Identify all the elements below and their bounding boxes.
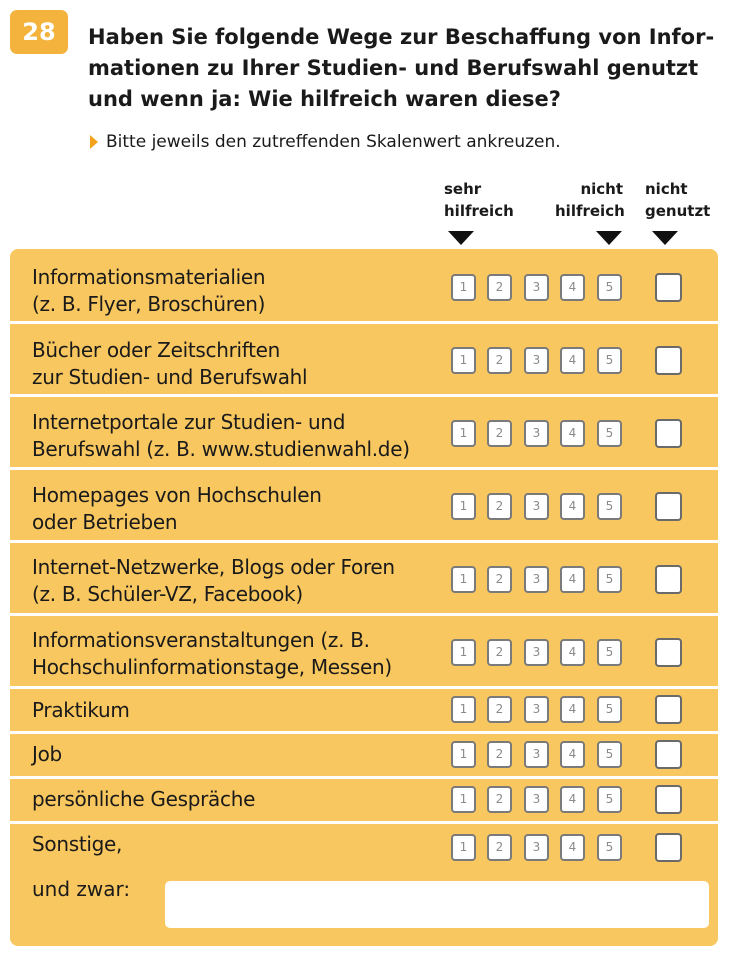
scale-header-line: genutzt (645, 202, 711, 220)
down-triangle-icon (596, 231, 622, 245)
row-divider (10, 467, 718, 470)
not-used-checkbox[interactable] (655, 695, 682, 724)
scale-checkbox-4[interactable]: 4 (560, 741, 585, 768)
scale-header-line: hilfreich (444, 202, 514, 220)
not-used-checkbox[interactable] (655, 419, 682, 448)
scale-checkbox-5[interactable]: 5 (597, 834, 622, 861)
scale-header-right (555, 178, 623, 222)
row-divider (10, 821, 718, 824)
scale-checkbox-1[interactable]: 1 (451, 696, 476, 723)
scale-checkbox-2[interactable]: 2 (487, 786, 512, 813)
instruction (90, 132, 561, 152)
scale-checkbox-4[interactable]: 4 (560, 639, 585, 666)
scale-checkbox-2[interactable]: 2 (487, 566, 512, 593)
row-divider (10, 686, 718, 689)
scale-checkbox-3[interactable]: 3 (524, 493, 549, 520)
scale-checkbox-1[interactable]: 1 (451, 566, 476, 593)
scale-checkbox-3[interactable]: 3 (524, 420, 549, 447)
question-title-line: Haben Sie folgende Wege zur Beschaffung von Infor- (88, 25, 715, 49)
scale-checkbox-2[interactable]: 2 (487, 639, 512, 666)
down-triangle-icon (652, 231, 678, 245)
scale-checkbox-4[interactable]: 4 (560, 347, 585, 374)
item-label (32, 741, 62, 768)
item-label-line: persönliche Gespräche (32, 787, 256, 811)
scale-checkbox-4[interactable]: 4 (560, 696, 585, 723)
scale-checkbox-3[interactable]: 3 (524, 741, 549, 768)
scale-checkbox-4[interactable]: 4 (560, 786, 585, 813)
item-label-line: Informationsmaterialien (32, 265, 266, 289)
down-triangle-icon (448, 231, 474, 245)
scale-header-not-used (645, 178, 710, 222)
not-used-checkbox[interactable] (655, 273, 682, 302)
item-label-line: Internetportale zur Studien- und (32, 410, 346, 434)
row-divider (10, 776, 718, 779)
not-used-checkbox[interactable] (655, 565, 682, 594)
item-label-line: Praktikum (32, 698, 130, 722)
item-label (32, 409, 410, 463)
scale-checkbox-2[interactable]: 2 (487, 274, 512, 301)
other-specify-input[interactable] (165, 881, 709, 928)
instruction-text: Bitte jeweils den zutreffenden Skalenwert ankreuzen. (106, 132, 561, 152)
question-number-badge: 28 (10, 10, 68, 54)
scale-checkbox-3[interactable]: 3 (524, 566, 549, 593)
scale-checkbox-1[interactable]: 1 (451, 274, 476, 301)
item-label (32, 697, 130, 724)
not-used-checkbox[interactable] (655, 833, 682, 862)
item-label-line: Sonstige, (32, 832, 123, 856)
item-label (32, 786, 255, 813)
scale-checkbox-1[interactable]: 1 (451, 347, 476, 374)
scale-checkbox-4[interactable]: 4 (560, 493, 585, 520)
scale-checkbox-3[interactable]: 3 (524, 274, 549, 301)
item-label (32, 482, 322, 536)
item-label-line: (z. B. Schüler-VZ, Facebook) (32, 582, 303, 606)
play-arrow-icon (90, 135, 98, 149)
scale-checkbox-1[interactable]: 1 (451, 420, 476, 447)
scale-checkbox-3[interactable]: 3 (524, 786, 549, 813)
scale-checkbox-2[interactable]: 2 (487, 347, 512, 374)
item-label (32, 627, 392, 681)
scale-checkbox-5[interactable]: 5 (597, 347, 622, 374)
scale-checkbox-4[interactable]: 4 (560, 274, 585, 301)
item-label (32, 554, 395, 608)
scale-checkbox-2[interactable]: 2 (487, 420, 512, 447)
scale-checkbox-1[interactable]: 1 (451, 741, 476, 768)
item-label-line: oder Betrieben (32, 510, 178, 534)
item-label (32, 831, 122, 858)
scale-checkbox-3[interactable]: 3 (524, 347, 549, 374)
scale-checkbox-5[interactable]: 5 (597, 493, 622, 520)
scale-header-left (444, 178, 514, 222)
row-divider (10, 394, 718, 397)
scale-checkbox-1[interactable]: 1 (451, 493, 476, 520)
item-label (32, 337, 307, 391)
scale-checkbox-3[interactable]: 3 (524, 834, 549, 861)
scale-checkbox-5[interactable]: 5 (597, 274, 622, 301)
not-used-checkbox[interactable] (655, 346, 682, 375)
scale-checkbox-5[interactable]: 5 (597, 741, 622, 768)
item-label-line: Informationsveranstaltungen (z. B. (32, 628, 370, 652)
scale-checkbox-4[interactable]: 4 (560, 566, 585, 593)
scale-checkbox-5[interactable]: 5 (597, 639, 622, 666)
row-divider (10, 613, 718, 616)
scale-checkbox-3[interactable]: 3 (524, 696, 549, 723)
scale-checkbox-5[interactable]: 5 (597, 786, 622, 813)
scale-checkbox-2[interactable]: 2 (487, 741, 512, 768)
scale-checkbox-4[interactable]: 4 (560, 420, 585, 447)
scale-checkbox-2[interactable]: 2 (487, 696, 512, 723)
scale-checkbox-1[interactable]: 1 (451, 786, 476, 813)
item-label-line: (z. B. Flyer, Broschüren) (32, 292, 266, 316)
question-panel (10, 249, 718, 946)
scale-checkbox-3[interactable]: 3 (524, 639, 549, 666)
not-used-checkbox[interactable] (655, 740, 682, 769)
scale-header-line: nicht (645, 180, 688, 198)
scale-checkbox-5[interactable]: 5 (597, 566, 622, 593)
question-title-line: und wenn ja: Wie hilfreich waren diese? (88, 87, 561, 111)
item-label-line: Internet-Netzwerke, Blogs oder Foren (32, 555, 395, 579)
scale-header-line: hilfreich (555, 202, 625, 220)
scale-checkbox-2[interactable]: 2 (487, 493, 512, 520)
row-divider (10, 540, 718, 543)
not-used-checkbox[interactable] (655, 492, 682, 521)
not-used-checkbox[interactable] (655, 785, 682, 814)
item-label-line: Job (32, 742, 62, 766)
not-used-checkbox[interactable] (655, 638, 682, 667)
scale-checkbox-2[interactable]: 2 (487, 834, 512, 861)
question-title-line: mationen zu Ihrer Studien- und Berufswahl genutzt (88, 56, 699, 80)
row-divider (10, 321, 718, 324)
item-label-line: Bücher oder Zeitschriften (32, 338, 281, 362)
item-label (32, 264, 265, 318)
scale-checkbox-5[interactable]: 5 (597, 696, 622, 723)
scale-header-line: sehr (444, 180, 482, 198)
scale-checkbox-5[interactable]: 5 (597, 420, 622, 447)
item-label-line: Hochschulinformationstage, Messen) (32, 655, 392, 679)
scale-header-line: nicht (580, 180, 623, 198)
scale-checkbox-1[interactable]: 1 (451, 834, 476, 861)
item-label-line: Berufswahl (z. B. www.studienwahl.de) (32, 437, 410, 461)
item-label-line: zur Studien- und Berufswahl (32, 365, 308, 389)
item-label-line: Homepages von Hochschulen (32, 483, 322, 507)
other-specify-label: und zwar: (32, 877, 131, 901)
question-title (88, 22, 715, 115)
scale-checkbox-4[interactable]: 4 (560, 834, 585, 861)
row-divider (10, 731, 718, 734)
scale-checkbox-1[interactable]: 1 (451, 639, 476, 666)
